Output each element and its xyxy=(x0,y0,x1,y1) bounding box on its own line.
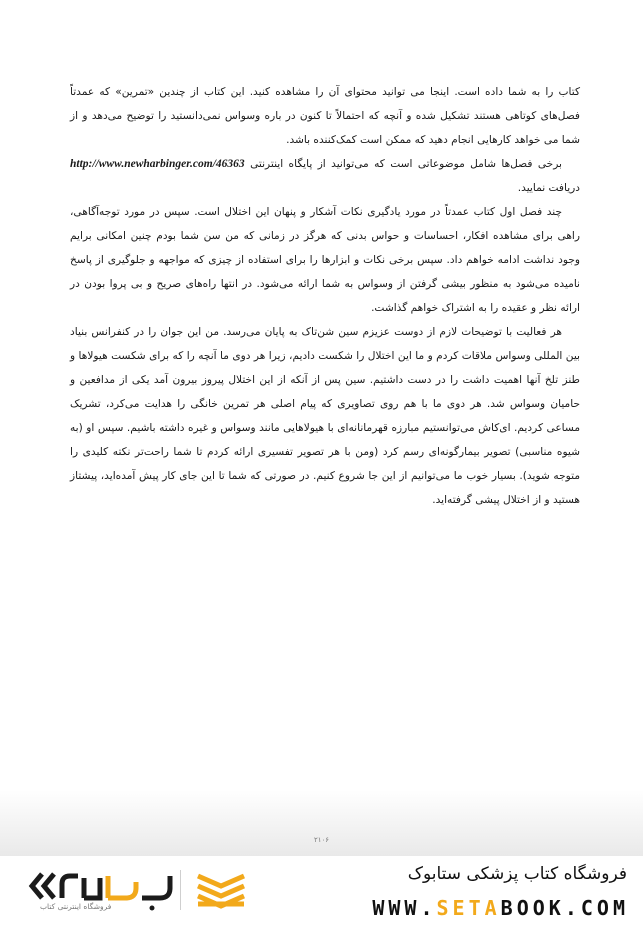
store-footer xyxy=(0,856,643,926)
website-suffix: BOOK.COM xyxy=(500,896,629,920)
store-name: فروشگاه کتاب پزشکی ستابوک xyxy=(407,864,627,884)
paragraph-4: هر فعالیت با توضیحات لازم از دوست عزیزم سین شن‌تاک به پایان می‌رسد. من این جوان را در کنفرانس بنیاد بین المللی وسواس ملاقات کردم و ما این اختلال را شکست دادیم، زیرا هر دوی ما آنچه را که برای شکست هیولاها و طنز تلخ آنها اهمیت داشت را در دست داشتیم. سین پس از آنکه از این اختلال پیروز بیرون آمد یکی از مدافعین و حامیان وسواس شد. هر دوی ما با هم روی تصاویری که پیام اصلی هر تمرین خانگی را هدایت می‌کرد، تشریک مساعی کردیم. ای‌کاش می‌توانستیم مبارزه قهرمانانه‌ای با هیولاهایی مانند وسواس و غیره داشته باشیم. سپس او (به شیوه مناسبی) تصویر بیمارگونه‌ای رسم کرد (ومن با هر تصویر تفسیری ارائه کردم تا شما راحت‌تر نکته کلیدی را متوجه شوید). بسیار خوب ما می‌توانیم از این جا شروع کنیم. در صورتی که شما تا این جای کار پیش آمده‌اید، پیشتاز هستید و از اختلال پیشی گرفته‌اید. xyxy=(70,326,580,506)
paragraph-2 xyxy=(70,152,580,200)
logo-divider xyxy=(180,870,181,910)
page-shadow xyxy=(0,790,643,856)
url-suffix: دریافت نمایید. xyxy=(517,182,580,194)
paragraph-1: کتاب را به شما داده است. اینجا می توانید محتوای آن را مشاهده کنید. این کتاب از چندین «تمرین» که عمدتاً فصل‌های کوتاهی هستند تشکیل شده و آنچه که احتمالاً تا کنون در باره وسواس نمی‌دانستید را توضیح می‌دهد و از شما می خواهد کارهایی انجام دهید که ممکن است کمک‌کننده باشد. xyxy=(70,86,580,146)
website-accent: SETA xyxy=(436,896,501,920)
paragraph-3: چند فصل اول کتاب عمدتاً در مورد یادگیری نکات آشکار و پنهان این اختلال است. سپس در مورد توجه‌آگاهی، راهی برای مشاهده افکار، احساسات و حواس بدنی که هرگز در زمانی که من سن شما بودم چنین امکانی برایم وجود نداشت ادامه خواهم داد. سپس برخی نکات و ابزارها را برای استفاده از چیزی که مواجهه و جلوگیری از پاسخ نامیده می‌شود به منظور بیشی گرفتن از وسواس به شما ارائه می‌شود. در انتها راه‌های صریح و بی پروا بودن در ارائه نظر و عقیده را به اشتراک خواهم گذاشت. xyxy=(70,206,580,314)
body-text xyxy=(70,80,580,512)
paragraph-2-text: برخی فصل‌ها شامل موضوعاتی است که می‌توانید از پایگاه اینترنتی xyxy=(250,158,562,170)
url-link[interactable]: http://www.newharbinger.com/46363 xyxy=(70,158,245,170)
page-number: ۲۱۰۶ xyxy=(313,836,330,844)
logo-tagline: فروشگاه اینترنتی کتاب xyxy=(40,902,112,911)
setabook-chevron-icon xyxy=(194,870,248,914)
store-website[interactable] xyxy=(372,896,629,920)
website-prefix: WWW. xyxy=(372,896,437,920)
